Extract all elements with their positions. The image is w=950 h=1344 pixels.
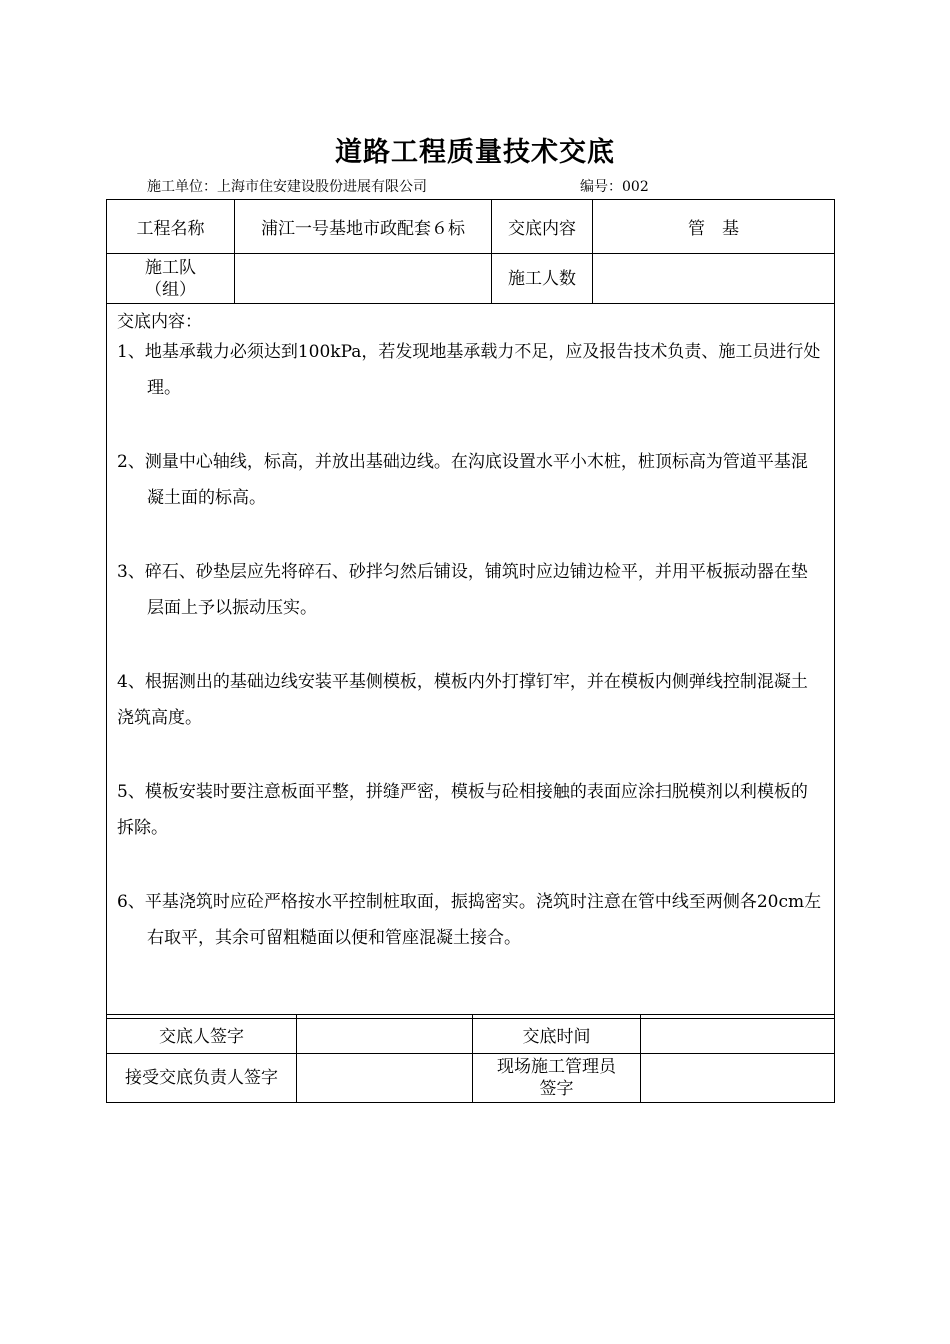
construction-unit — [147, 176, 427, 196]
site-manager-label-line2: 签字 — [539, 1079, 574, 1099]
team-value[interactable] — [235, 254, 492, 304]
content-item: 2、测量中心轴线，标高，并放出基础边线。在沟底设置水平小木桩，桩顶标高为管道平基混凝土面的标高。 — [117, 452, 808, 508]
signature-row-discloser — [107, 1015, 835, 1054]
project-name-label: 工程名称 — [107, 200, 235, 254]
form-row-project — [107, 200, 835, 254]
receiver-signature-label: 接受交底负责人签字 — [107, 1054, 297, 1103]
site-manager-label — [473, 1054, 641, 1103]
document-number-label: 编号： — [580, 179, 622, 195]
content-type-value: 管 基 — [593, 200, 835, 254]
content-item: 4、根据测出的基础边线安装平基侧模板，模板内外打撑钉牢，并在模板内侧弹线控制混凝土浇筑高度。 — [117, 672, 808, 728]
project-name-value: 浦江一号基地市政配套６标 — [235, 200, 492, 254]
signature-table — [106, 1014, 835, 1103]
content-item: 1、地基承载力必须达到100kPa，若发现地基承载力不足，应及报告技术负责、施工员进行处理。 — [117, 342, 821, 398]
signature-row-receiver — [107, 1054, 835, 1103]
team-label-line2: （组） — [145, 279, 196, 300]
document-number — [580, 176, 649, 196]
content-item: 5、模板安装时要注意板面平整，拼缝严密，模板与砼相接触的表面应涂扫脱模剂以利模板的拆除。 — [117, 782, 808, 838]
document-title: 道路工程质量技术交底 — [335, 137, 615, 168]
discloser-signature-field[interactable] — [297, 1015, 473, 1054]
team-label-line1: 施工队 — [145, 257, 196, 278]
disclosure-form-table — [106, 199, 835, 1019]
content-item: 6、平基浇筑时应砼严格按水平控制桩取面，振捣密实。浇筑时注意在管中线至两侧各20cm左右取平，其余可留粗糙面以便和管座混凝土接合。 — [117, 892, 822, 948]
workers-label: 施工人数 — [492, 254, 593, 304]
form-row-content — [107, 304, 835, 1019]
document-number-value: 002 — [622, 179, 649, 195]
disclosure-time-label: 交底时间 — [473, 1015, 641, 1054]
disclosure-content — [107, 304, 835, 1019]
content-item: 3、碎石、砂垫层应先将碎石、砂拌匀然后铺设，铺筑时应边铺边检平，并用平板振动器在垫层面上予以振动压实。 — [117, 562, 808, 618]
site-manager-signature-field[interactable] — [641, 1054, 835, 1103]
workers-value[interactable] — [593, 254, 835, 304]
site-manager-label-line1: 现场施工管理员 — [497, 1057, 616, 1077]
team-label — [107, 254, 235, 304]
receiver-signature-field[interactable] — [297, 1054, 473, 1103]
content-label: 交底内容： — [117, 312, 202, 332]
form-row-team — [107, 254, 835, 304]
discloser-signature-label: 交底人签字 — [107, 1015, 297, 1054]
construction-unit-label: 施工单位： — [147, 179, 217, 195]
content-type-label: 交底内容 — [492, 200, 593, 254]
construction-unit-value: 上海市住安建设股份进展有限公司 — [217, 179, 427, 195]
disclosure-time-field[interactable] — [641, 1015, 835, 1054]
